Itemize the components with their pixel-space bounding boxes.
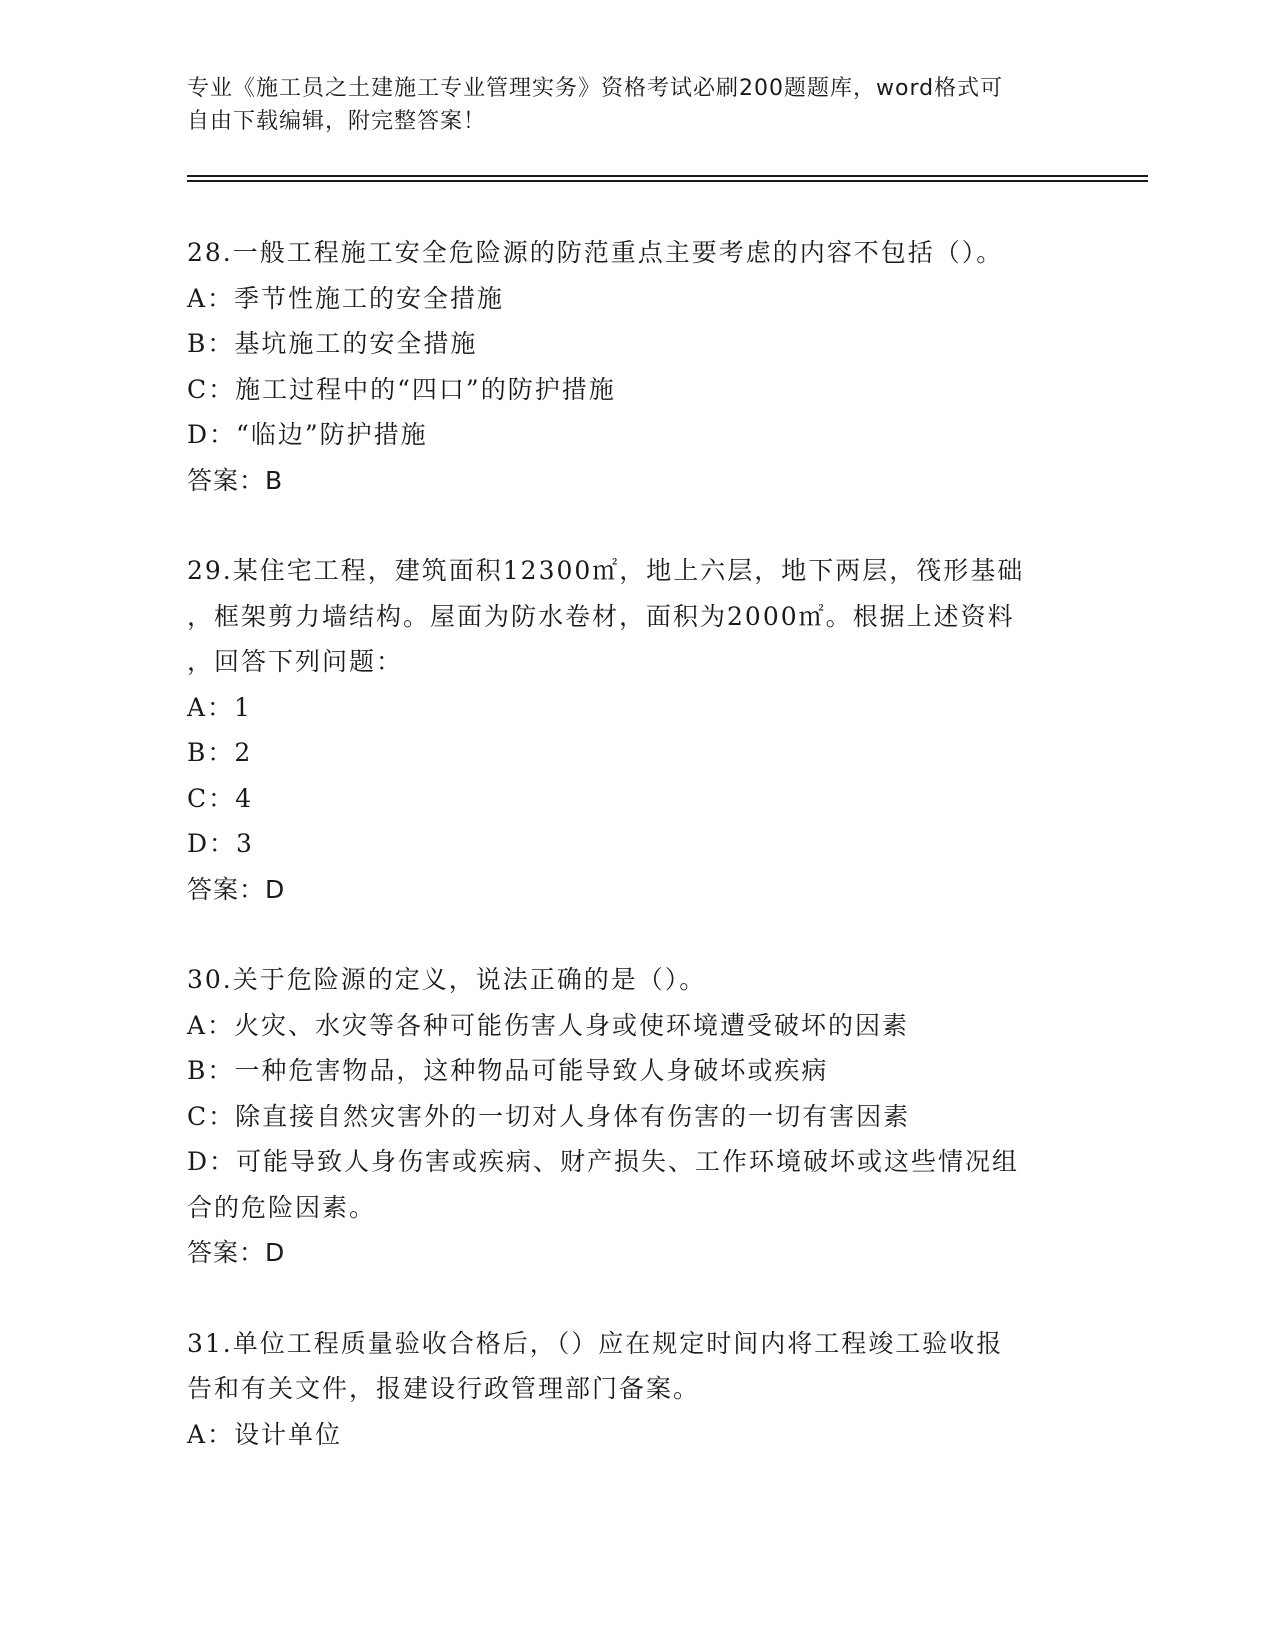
answer-label: 答案：D xyxy=(187,1238,286,1267)
option-b: B：一种危害物品，这种物品可能导致人身破坏或疾病 xyxy=(187,1056,829,1085)
question-stem: 30.关于危险源的定义，说法正确的是（）。 xyxy=(187,965,707,994)
option-d: D：3 xyxy=(187,829,254,858)
option-a: A：火灾、水灾等各种可能伤害人身或使环境遭受破坏的因素 xyxy=(187,1010,910,1040)
header-divider-bottom xyxy=(187,180,1148,182)
option-d: D：“临边”防护措施 xyxy=(187,420,428,449)
option-c: C：施工过程中的“四口”的防护措施 xyxy=(187,374,616,404)
question-stem: 28.一般工程施工安全危险源的防范重点主要考虑的内容不包括（）。 xyxy=(187,238,1004,267)
option-a: A：1 xyxy=(187,692,252,722)
question-30 xyxy=(187,957,1087,1276)
question-list xyxy=(187,230,1087,1502)
question-stem: 31.单位工程质量验收合格后，（）应在规定时间内将工程竣工验收报 xyxy=(187,1328,1004,1358)
question-stem-continued: ，框架剪力墙结构。屋面为防水卷材，面积为2000㎡。根据上述资料 xyxy=(187,601,1015,631)
question-31 xyxy=(187,1321,1087,1458)
option-b: B：基坑施工的安全措施 xyxy=(187,329,478,358)
answer-label: 答案：B xyxy=(187,465,284,495)
header-divider-top xyxy=(187,175,1148,177)
question-29 xyxy=(187,548,1087,912)
answer-label: 答案：D xyxy=(187,874,286,904)
option-b: B：2 xyxy=(187,738,253,767)
question-stem: 29.某住宅工程，建筑面积12300㎡，地上六层，地下两层，筏形基础 xyxy=(187,556,1025,585)
option-c: C：4 xyxy=(187,783,254,813)
option-d: D：可能导致人身伤害或疾病、财产损失、工作环境破坏或这些情况组 xyxy=(187,1147,1020,1176)
question-stem-continued: ，回答下列问题： xyxy=(187,647,404,676)
question-stem-continued: 告和有关文件，报建设行政管理部门备案。 xyxy=(187,1374,701,1403)
option-d-continued: 合的危险因素。 xyxy=(187,1192,377,1222)
question-28 xyxy=(187,230,1087,503)
header-line-2: 自由下载编辑，附完整答案！ xyxy=(187,109,487,134)
option-c: C：除直接自然灾害外的一切对人身体有伤害的一切有害因素 xyxy=(187,1101,911,1131)
option-a: A：季节性施工的安全措施 xyxy=(187,283,505,313)
header-line-1: 专业《施工员之土建施工专业管理实务》资格考试必刷200题题库，word格式可 xyxy=(187,76,1004,101)
option-a: A：设计单位 xyxy=(187,1419,343,1449)
document-header xyxy=(187,72,1067,138)
